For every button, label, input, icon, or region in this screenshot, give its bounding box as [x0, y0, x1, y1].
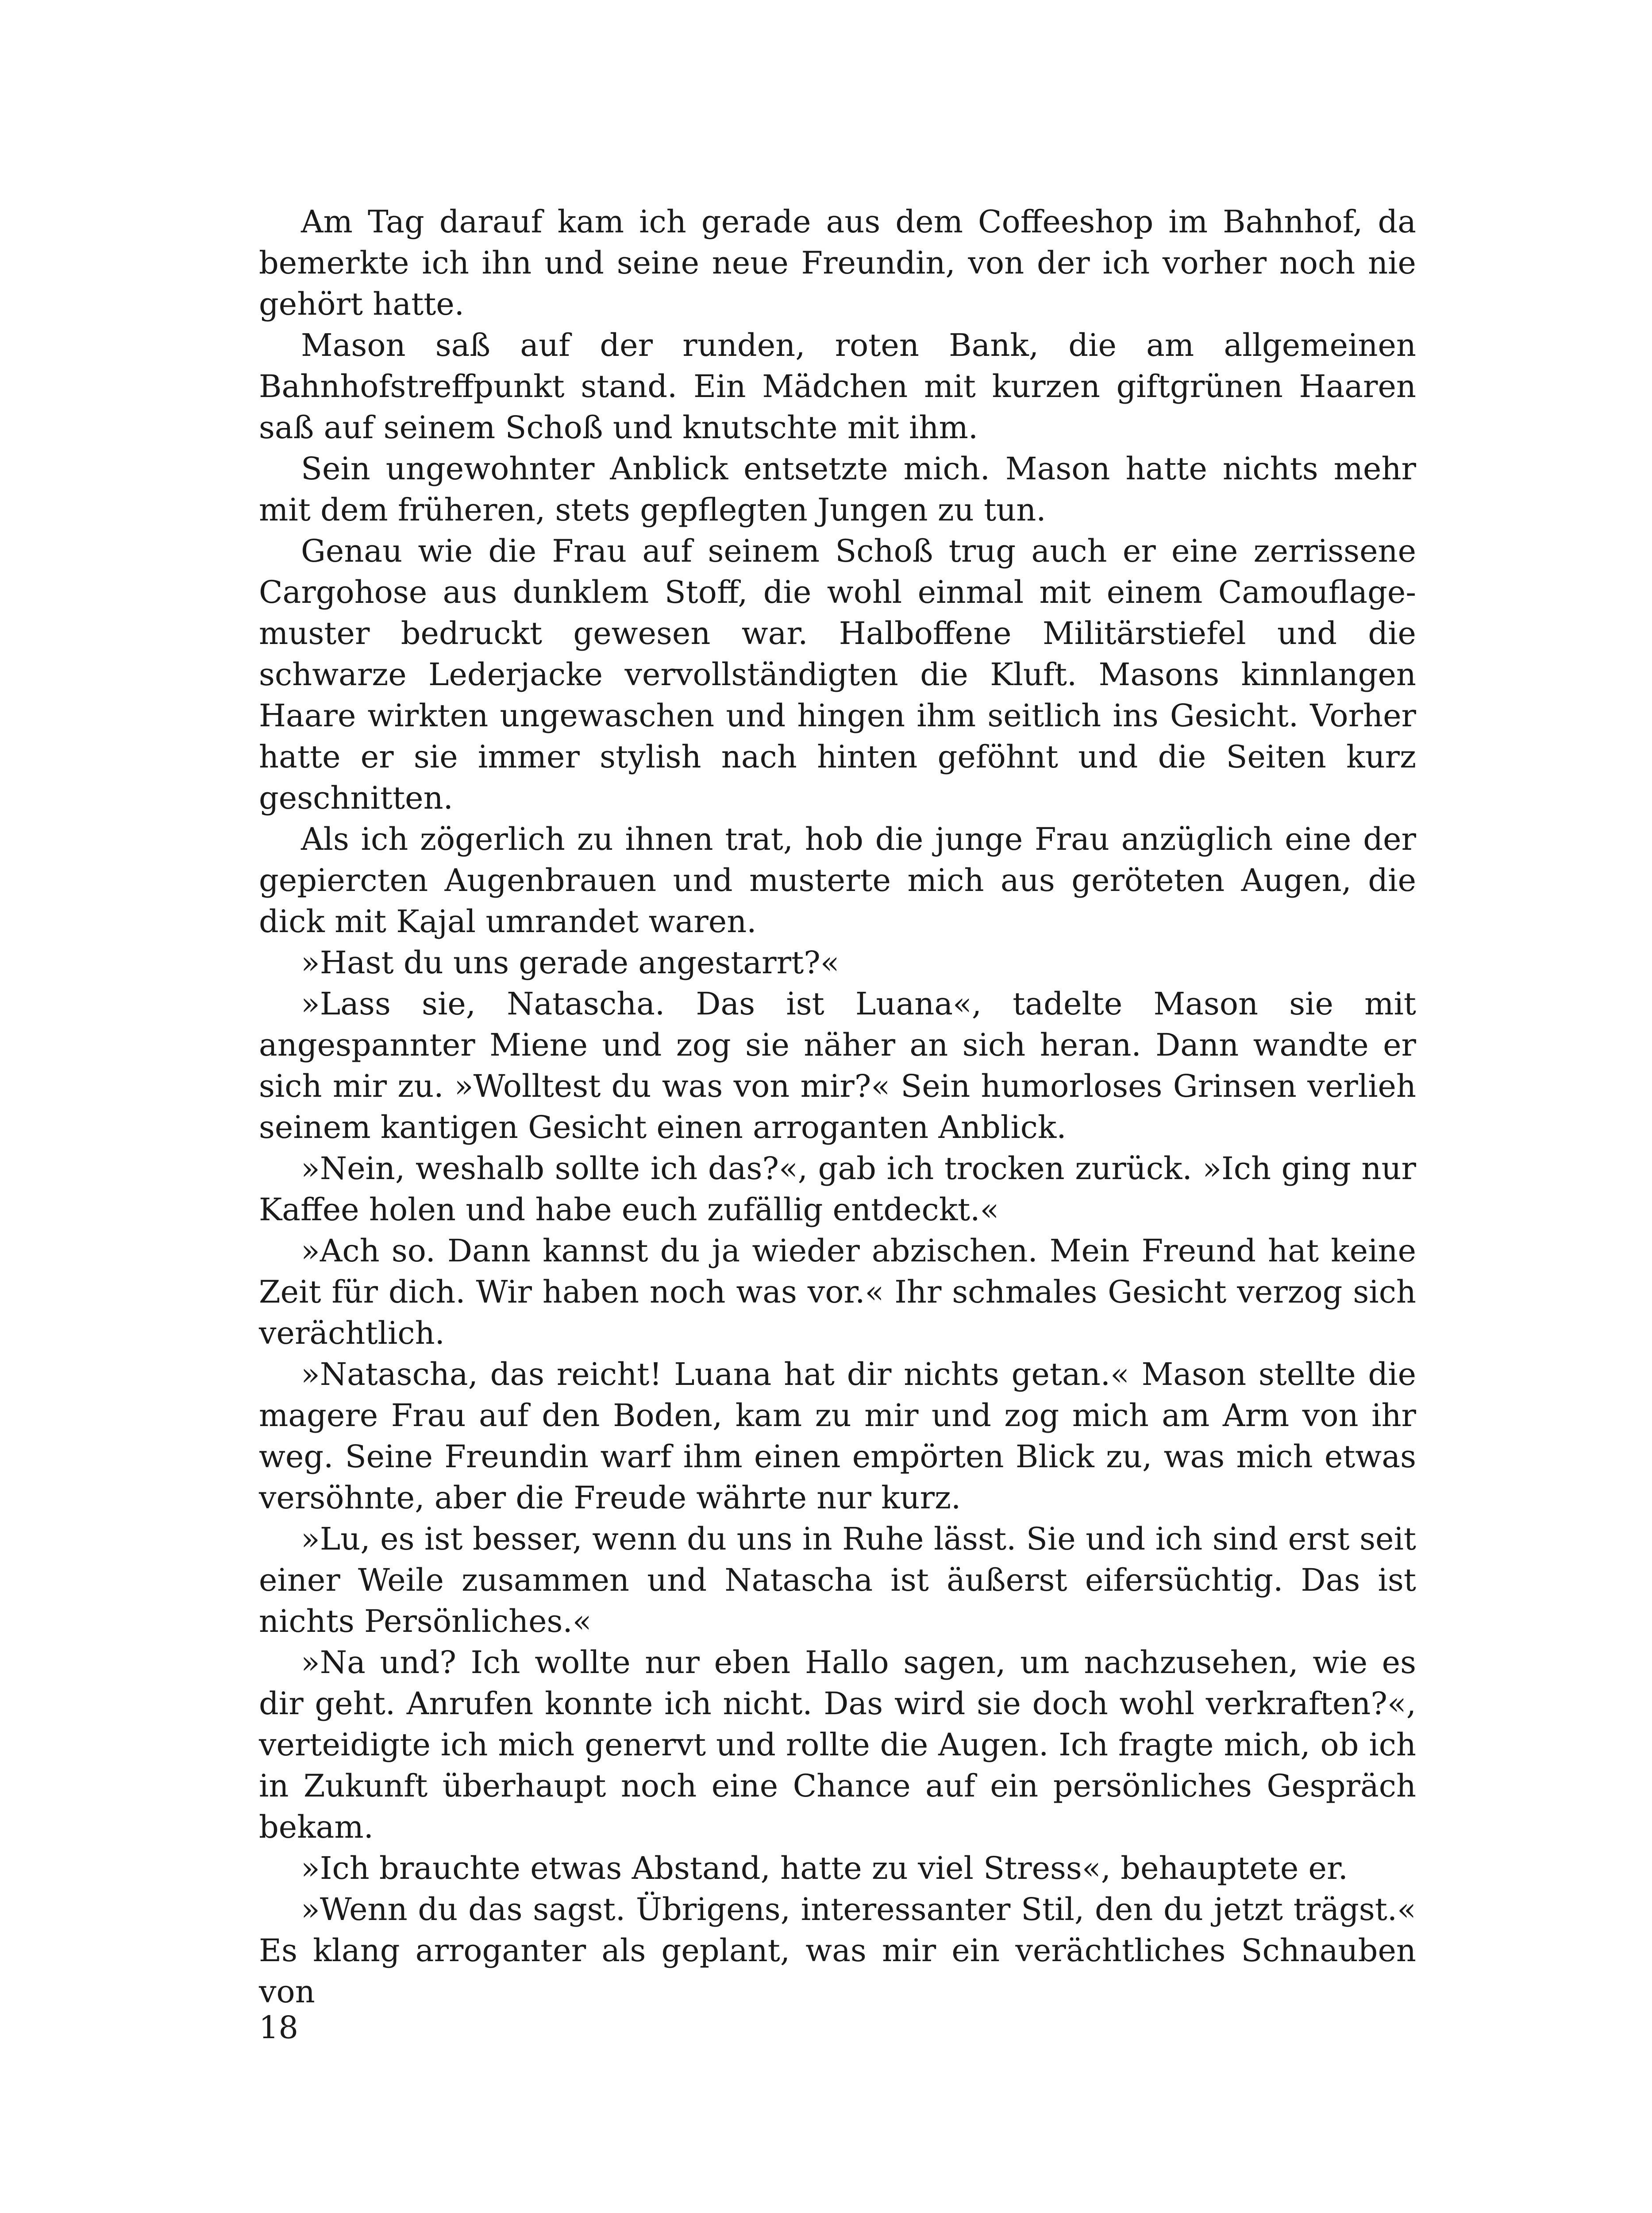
- paragraph: Genau wie die Frau auf seinem Schoß trug auch er eine zerrissene Cargohose aus dunklem Stoff, die wohl einmal mit einem Camouflagemuster bedruckt gewesen war. Halboffene Militärstiefel und die schwarze Lederjacke vervollständigten die Kluft. Masons kinnlangen Haare wirkten ungewaschen und hingen ihm seitlich ins Gesicht. Vorher hatte er sie immer stylish nach hinten geföhnt und die Seiten kurz geschnitten.: [259, 533, 1416, 816]
- paragraph: Am Tag darauf kam ich gerade aus dem Coffeeshop im Bahnhof, da bemerkte ich ihn und seine neue Freundin, von der ich vorher noch nie gehört hatte.: [259, 204, 1416, 322]
- paragraph: Als ich zögerlich zu ihnen trat, hob die junge Frau anzüglich eine der gepiercten Augenbrauen und musterte mich aus geröteten Augen, die dick mit Kajal umrandet waren.: [259, 821, 1416, 940]
- paragraph: »Nein, weshalb sollte ich das?«, gab ich trocken zurück. »Ich ging nur Kaffee holen und habe euch zufällig entdeckt.«: [259, 1150, 1416, 1228]
- paragraph: »Ach so. Dann kannst du ja wieder abzischen. Mein Freund hat keine Zeit für dich. Wir haben noch was vor.« Ihr schmales Gesicht verzog sich verächtlich.: [259, 1233, 1416, 1351]
- paragraph: »Hast du uns gerade angestarrt?«: [301, 945, 839, 981]
- paragraph: »Na und? Ich wollte nur eben Hallo sagen, um nachzusehen, wie es dir geht. Anrufen konnte ich nicht. Das wird sie doch wohl verkraften?«, verteidigte ich mich genervt und rollte die Augen. Ich fragte mich, ob ich in Zukunft überhaupt noch eine Chance auf ein persönliches Gespräch bekam.: [259, 1644, 1416, 1845]
- paragraph: Sein ungewohnter Anblick entsetzte mich. Mason hatte nichts mehr mit dem früheren, stets gepflegten Jungen zu tun.: [259, 451, 1416, 528]
- paragraph: »Wenn du das sagst. Übrigens, interessanter Stil, den du jetzt trägst.« Es klang arroganter als geplant, was mir ein verächtliches Schnauben von: [259, 1891, 1416, 2010]
- paragraph: »Natascha, das reicht! Luana hat dir nichts getan.« Mason stellte die magere Frau auf den Boden, kam zu mir und zog mich am Arm von ihr weg. Seine Freundin warf ihm einen empörten Blick zu, was mich etwas versöhnte, aber die Freude währte nur kurz.: [259, 1356, 1416, 1516]
- paragraph: »Lass sie, Natascha. Das ist Luana«, tadelte Mason sie mit angespannter Miene und zog sie näher an sich heran. Dann wandte er sich mir zu. »Wolltest du was von mir?« Sein humorloses Grinsen verlieh seinem kantigen Gesicht einen arroganten Anblick.: [259, 986, 1416, 1145]
- page-number: 18: [259, 2009, 299, 2046]
- body-text: [259, 201, 1416, 2013]
- paragraph: »Lu, es ist besser, wenn du uns in Ruhe lässt. Sie und ich sind erst seit einer Weile zusammen und Natascha ist äußerst eifersüchtig. Das ist nichts Persönliches.«: [259, 1521, 1416, 1639]
- paragraph: Mason saß auf der runden, roten Bank, die am allgemeinen Bahnhofstreffpunkt stand. Ein Mädchen mit kurzen giftgrünen Haaren saß auf seinem Schoß und knutschte mit ihm.: [259, 327, 1416, 446]
- paragraph: »Ich brauchte etwas Abstand, hatte zu viel Stress«, behauptete er.: [301, 1850, 1348, 1886]
